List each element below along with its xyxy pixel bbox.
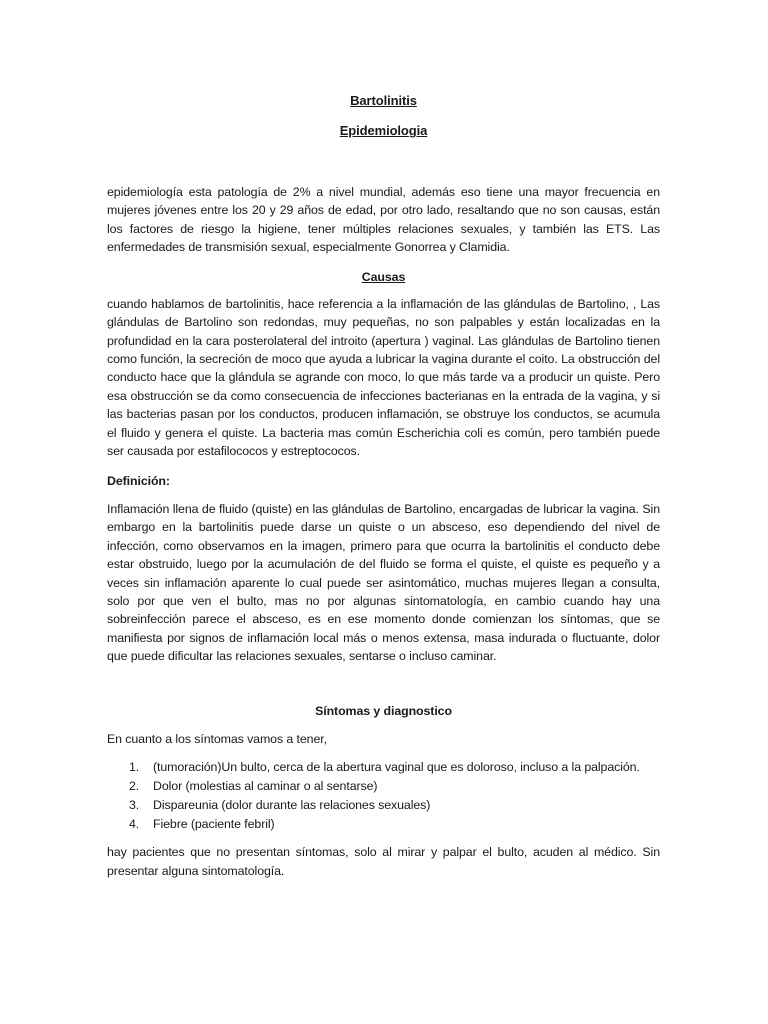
list-item-number: 3. xyxy=(129,798,140,813)
list-item-text: (tumoración)Un bulto, cerca de la abertura vaginal que es doloroso, incluso a la palpación. xyxy=(153,760,640,775)
section-heading-definicion: Definición: xyxy=(107,473,170,488)
sintomas-list xyxy=(107,758,660,834)
document-title: Bartolinitis xyxy=(350,93,417,108)
section-heading-sintomas: Síntomas y diagnostico xyxy=(315,703,452,718)
list-item-text: Dispareunia (dolor durante las relaciones sexuales) xyxy=(153,798,431,813)
list-item xyxy=(107,815,660,834)
list-item-number: 4. xyxy=(129,817,140,832)
list-item-number: 1. xyxy=(129,760,140,775)
paragraph-epidemiologia: epidemiología esta patología de 2% a nivel mundial, además eso tiene una mayor frecuencia en mujeres jóvenes entre los 20 y 29 años de edad, por otro lado, resaltando que no son causas, están los factores de riesgo la higiene, tener múltiples relaciones sexuales, y también las ETS. Las enfermedades de transmisión sexual, especialmente Gonorrea y Clamidia. xyxy=(107,184,660,255)
list-item xyxy=(107,758,660,777)
paragraph-final: hay pacientes que no presentan síntomas, solo al mirar y palpar el bulto, acuden al médico. Sin presentar alguna sintomatología. xyxy=(107,845,660,878)
document-body xyxy=(107,92,660,880)
list-item-text: Dolor (molestias al caminar o al sentarse) xyxy=(153,779,378,794)
section-heading-causas: Causas xyxy=(361,270,406,285)
list-item xyxy=(107,777,660,796)
paragraph-causas: cuando hablamos de bartolinitis, hace referencia a la inflamación de las glándulas de Bartolino, , Las glándulas de Bartolino son redondas, muy pequeñas, no son palpables y están localizadas en la profundidad en la cara posterolateral del introito (apertura ) vaginal. Las glándulas de Bartolino tienen como función, la secreción de moco que ayuda a lubricar la vagina durante el coito. La obstrucción del conducto hace que la glándula se agrande con moco, lo que más tarde va a producir un quiste. Pero esa obstrucción se da como consecuencia de infecciones bacterianas en la entrada de la vagina, y si las bacterias pasan por los conductos, producen inflamación, se obstruye los conductos, se acumula el fluido y genera el quiste. La bacteria mas común Escherichia coli es común, pero también puede ser causada por estafilococos y estreptococos. xyxy=(107,296,660,459)
list-item xyxy=(107,796,660,815)
paragraph-sintomas-intro: En cuanto a los síntomas vamos a tener, xyxy=(107,731,327,746)
section-heading-epidemiologia: Epidemiologia xyxy=(339,123,428,139)
list-item-text: Fiebre (paciente febril) xyxy=(153,817,275,832)
paragraph-definicion: Inflamación llena de fluido (quiste) en las glándulas de Bartolino, encargadas de lubricar la vagina. Sin embargo en la bartolinitis puede darse un quiste o un absceso, eso dependiendo del nivel de infección, como observamos en la imagen, primero para que ocurra la bartolinitis el conducto debe estar obstruido, luego por la acumulación de del fluido se forma el quiste, el quiste es pequeño y a veces sin inflamación aparente lo cual puede ser asintomático, muchas mujeres llegan a consulta, solo por que ven el bulto, mas no por algunas sintomatología, en cambio cuando hay una sobreinfección parece el absceso, es en ese momento donde comienzan los síntomas, que se manifiesta por signos de inflamación local más o menos extensa, masa indurada o fluctuante, dolor que puede dificultar las relaciones sexuales, sentarse o incluso caminar. xyxy=(107,501,660,664)
list-item-number: 2. xyxy=(129,779,140,794)
